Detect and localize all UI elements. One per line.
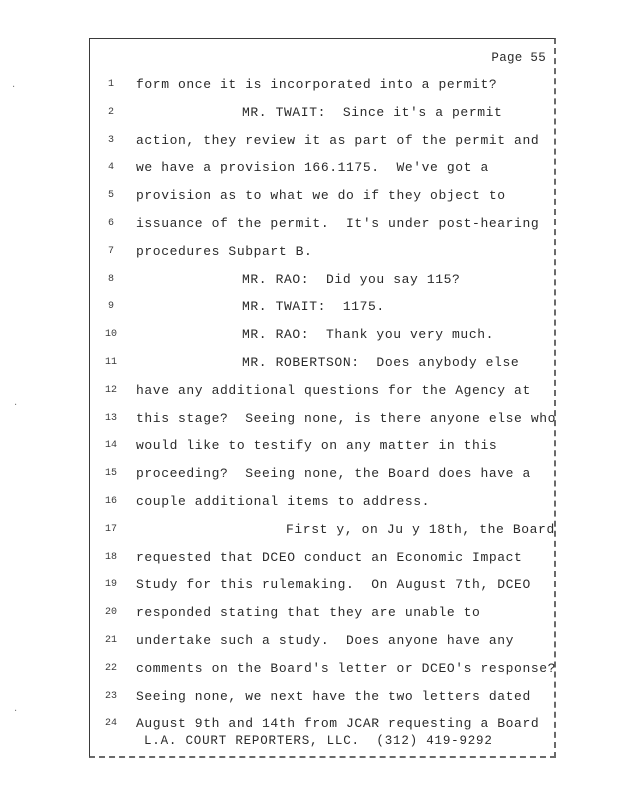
page-number: Page 55 (491, 51, 546, 65)
transcript-line (90, 410, 557, 431)
line-text: proceeding? Seeing none, the Board does have a (136, 466, 531, 482)
line-text: couple additional items to address. (136, 494, 431, 509)
line-text: comments on the Board's letter or DCEO's response? (136, 660, 557, 676)
line-text: undertake such a study. Does anyone have any (136, 633, 515, 648)
line-text: form once it is incorporated into a permit? (136, 77, 498, 92)
transcript-line (90, 299, 550, 319)
line-text: requested that DCEO conduct an Economic Impact (136, 549, 523, 565)
line-number: 21 (104, 635, 117, 646)
transcript-line (90, 188, 550, 208)
line-number: 23 (104, 690, 117, 702)
transcript-line (90, 77, 550, 97)
line-text: MR. RAO: Did you say 115? (242, 271, 461, 287)
line-number: 3 (107, 134, 114, 146)
court-reporter-footer: L.A. COURT REPORTERS, LLC. (312) 419-9292 (144, 734, 493, 748)
line-text: we have a provision 166.1175. We've got a (136, 160, 489, 176)
transcript-line (90, 383, 550, 403)
transcript-line (90, 244, 550, 264)
line-text: would like to testify on any matter in this (136, 438, 498, 454)
transcript-line (90, 521, 555, 542)
line-number: 9 (107, 301, 114, 313)
scan-artifact-mark: · (14, 706, 18, 717)
line-text: provision as to what we do if they object to (136, 188, 506, 204)
transcript-line (90, 272, 550, 292)
line-number: 6 (107, 218, 114, 229)
line-text: MR. ROBERTSON: Does anybody else (242, 355, 520, 370)
line-number: 14 (104, 440, 117, 452)
transcript-line (90, 550, 550, 570)
line-text: MR. RAO: Thank you very much. (242, 327, 495, 343)
line-number: 5 (107, 190, 114, 202)
line-number: 18 (104, 551, 117, 563)
line-number: 10 (104, 329, 117, 341)
scan-artifact-mark: · (12, 82, 16, 93)
line-text: First y, on Ju y 18th, the Board (286, 521, 555, 537)
transcript-line (90, 438, 550, 458)
line-number: 2 (107, 106, 114, 118)
transcript-line (90, 355, 550, 375)
transcript-line (90, 105, 550, 125)
line-number: 8 (107, 273, 114, 285)
transcript-line (90, 327, 550, 347)
line-number: 19 (104, 579, 117, 591)
line-text: MR. TWAIT: Since it's a permit (242, 104, 503, 120)
transcript-line (90, 133, 550, 153)
line-number: 13 (104, 412, 117, 424)
line-text: have any additional questions for the Agency at (136, 382, 531, 398)
line-number: 11 (104, 357, 117, 368)
transcript-line (90, 160, 550, 180)
line-number: 22 (104, 662, 117, 674)
line-number: 4 (107, 162, 114, 174)
line-number: 15 (104, 468, 117, 480)
transcript-line (90, 660, 557, 681)
line-text: MR. TWAIT: 1175. (242, 299, 385, 315)
line-number: 7 (107, 245, 114, 257)
line-number: 16 (104, 496, 117, 507)
line-number: 24 (104, 718, 117, 730)
transcript-line (90, 689, 550, 709)
line-number: 17 (104, 523, 117, 535)
line-number: 1 (107, 79, 114, 90)
transcript-line (90, 466, 550, 486)
line-number: 12 (104, 384, 117, 396)
transcript-page (89, 38, 556, 758)
transcript-line (90, 577, 550, 597)
transcript-line (90, 605, 550, 625)
transcript-line (90, 633, 550, 653)
line-number: 20 (104, 607, 117, 619)
line-text: August 9th and 14th from JCAR requesting a Board (136, 716, 540, 732)
line-text: responded stating that they are unable to (136, 605, 481, 621)
line-text: action, they review it as part of the permit and (136, 132, 540, 148)
line-text: procedures Subpart B. (136, 243, 313, 259)
line-text: Study for this rulemaking. On August 7th, DCEO (136, 577, 531, 593)
transcript-line (90, 216, 550, 236)
line-text: this stage? Seeing none, is there anyone else who (136, 410, 557, 426)
transcript-line (90, 494, 550, 514)
scan-artifact-mark: · (14, 400, 18, 411)
line-text: issuance of the permit. It's under post-hearing (136, 216, 540, 231)
line-text: Seeing none, we next have the two letters dated (136, 688, 531, 704)
